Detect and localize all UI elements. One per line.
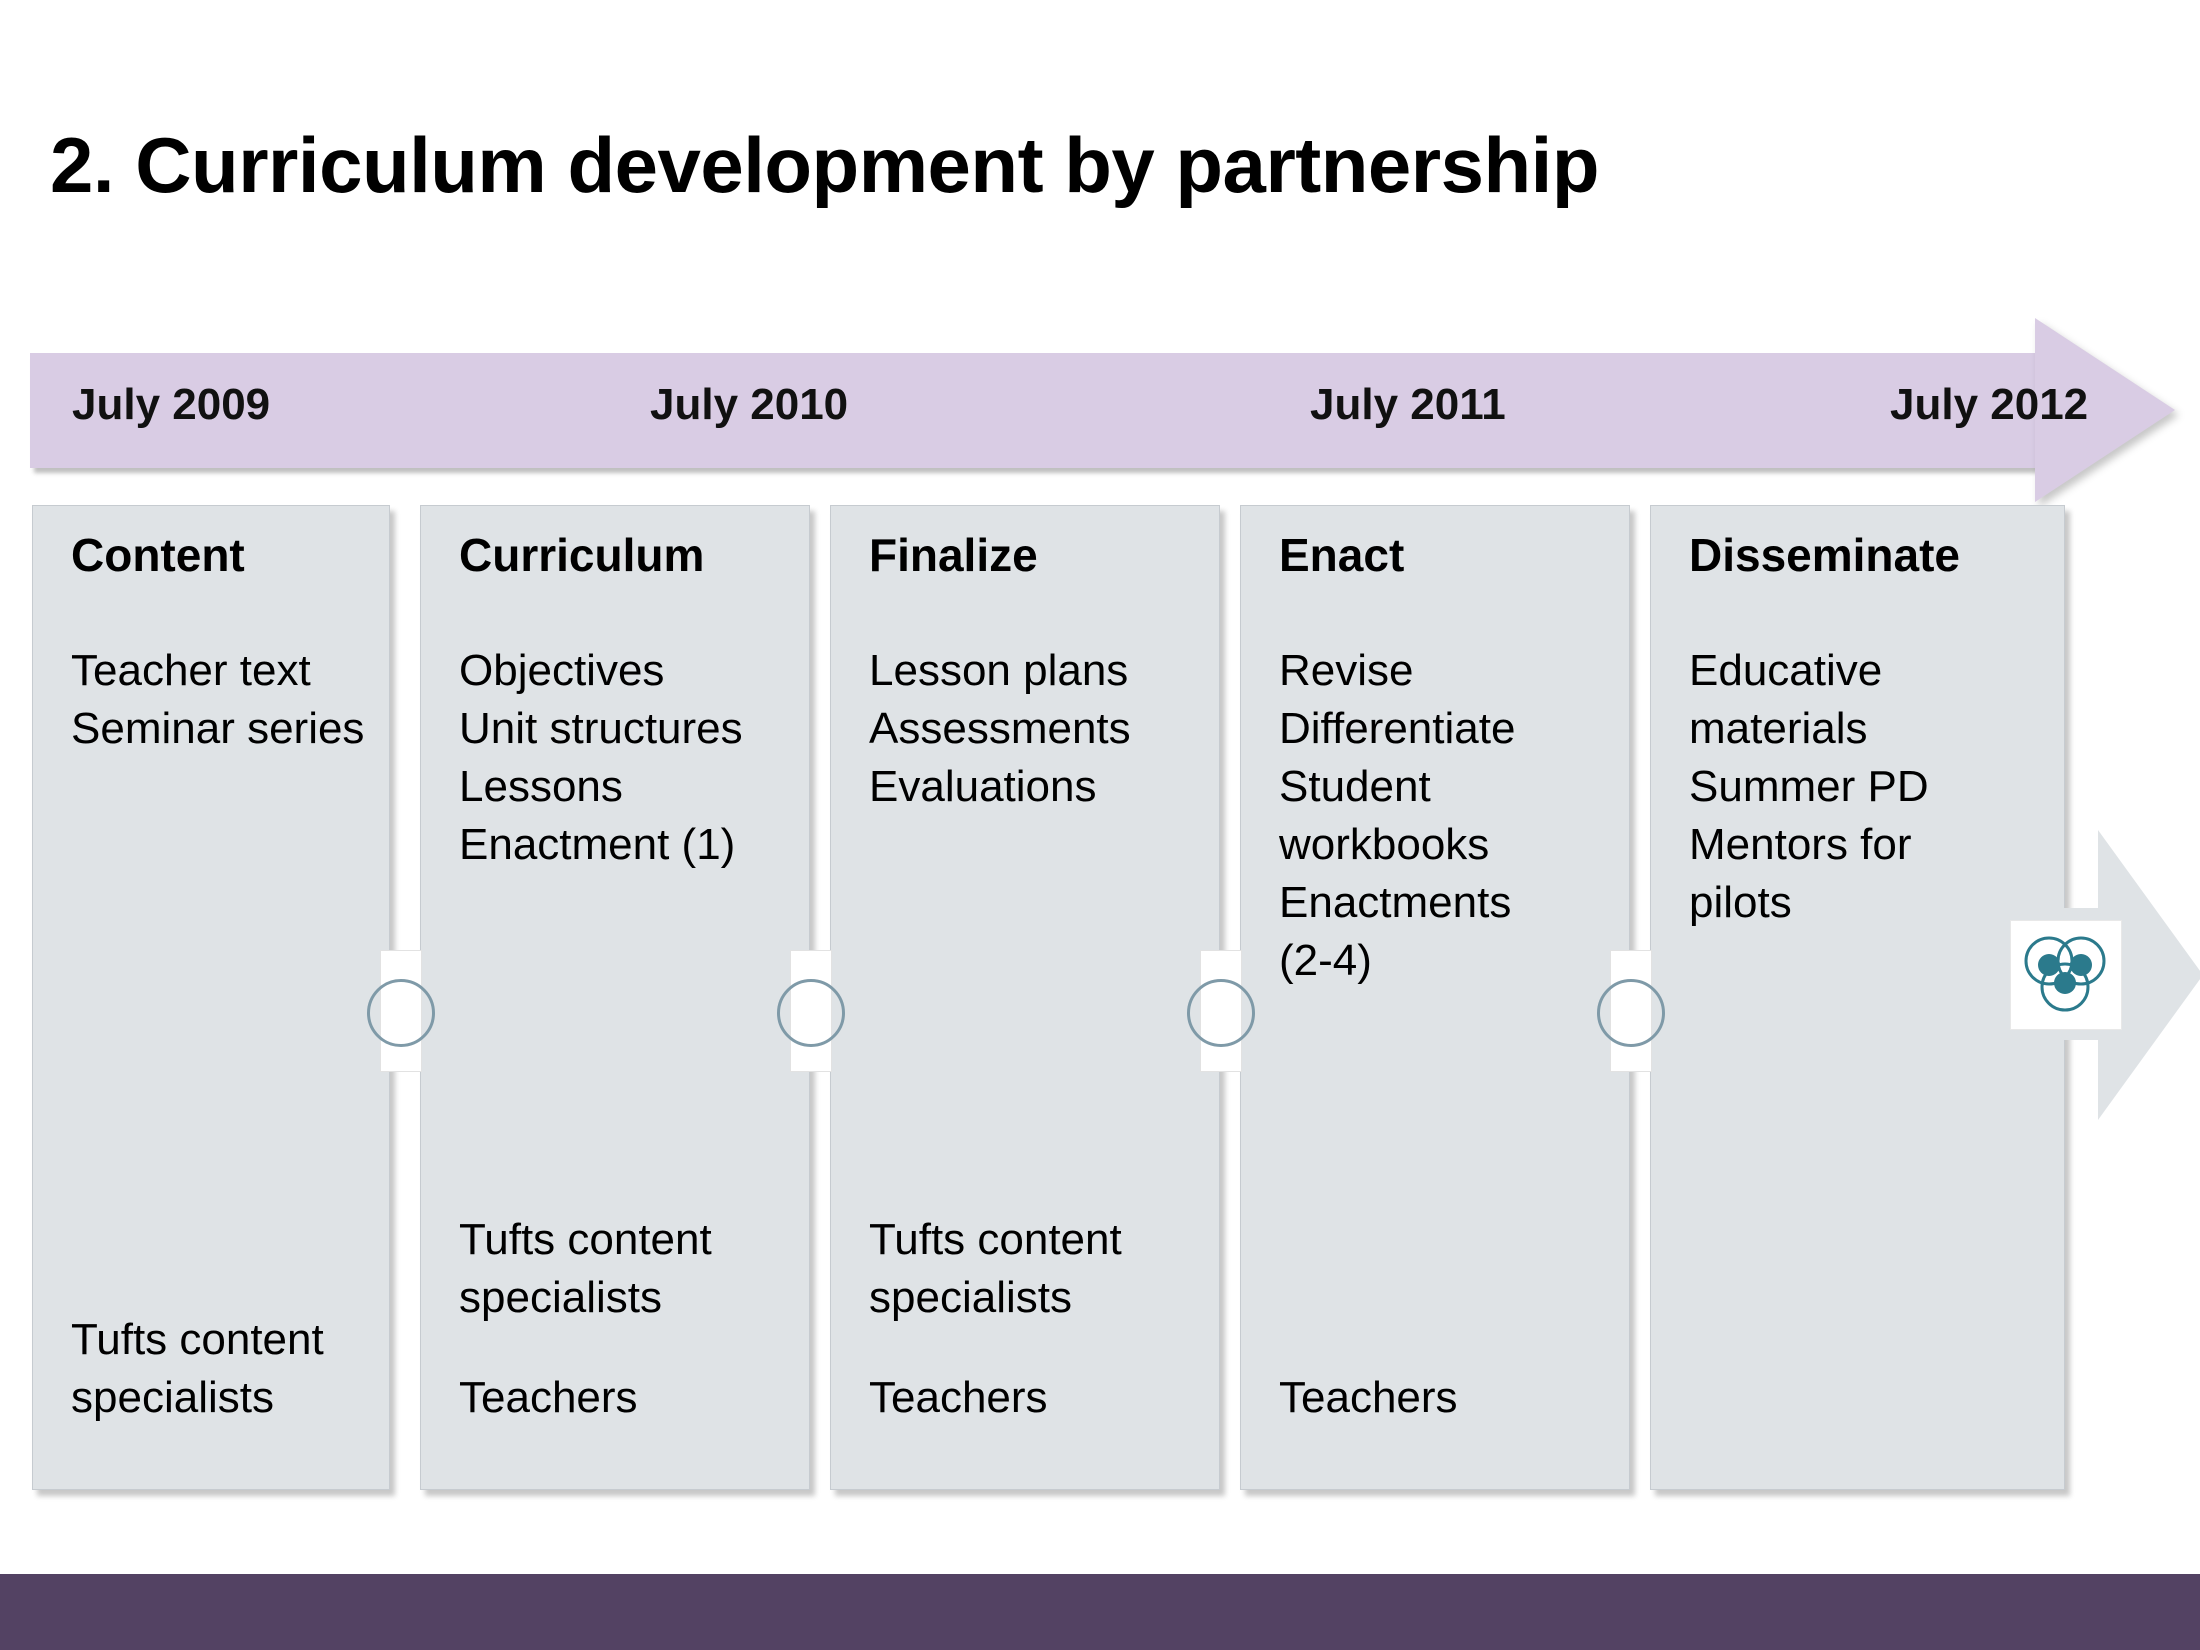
timeline-label-2012: July 2012 [1890, 380, 2089, 429]
list-item: Evaluations [869, 762, 1097, 812]
list-item: Student [1279, 762, 1431, 812]
list-item: Revise [1279, 646, 1414, 695]
list-item: workbooks [1279, 820, 1490, 870]
timeline-label-2010: July 2010 [650, 380, 849, 429]
list-item: Teachers [459, 1372, 638, 1422]
timeline-label-2009: July 2009 [72, 380, 271, 429]
timeline-label-2011: July 2011 [1310, 380, 1506, 429]
list-item: Lesson plans [869, 646, 1129, 695]
circles-icon [777, 979, 845, 1047]
phase-actors [1279, 1369, 1458, 1427]
list-item: Differentiate [1279, 704, 1516, 754]
phase-boxes [0, 505, 2200, 1495]
phase-card-content [32, 505, 390, 1490]
phase-items [1689, 642, 2046, 932]
phase-actors [869, 1211, 1122, 1427]
phase-title: Enact [1279, 529, 1405, 581]
phase-card-finalize [830, 505, 1220, 1490]
timeline-arrow [30, 318, 2180, 513]
phase-items [71, 642, 371, 758]
phase-actors [459, 1211, 712, 1427]
list-item: materials [1689, 704, 1868, 754]
list-item: Objectives [459, 646, 665, 695]
phase-connector [1610, 950, 1652, 1072]
list-item: Teachers [1279, 1372, 1458, 1422]
phase-connector [790, 950, 832, 1072]
list-item: Educative [1689, 646, 1883, 695]
phase-connector [380, 950, 422, 1072]
list-item: Tufts content [459, 1214, 712, 1264]
list-item: (2-4) [1279, 936, 1372, 986]
spacer [869, 1327, 1122, 1369]
list-item: Summer PD [1689, 762, 1929, 812]
circles-icon [1597, 979, 1665, 1047]
phase-card-disseminate [1650, 505, 2065, 1490]
phase-title: Finalize [869, 529, 1038, 581]
list-item: Enactments [1279, 878, 1512, 928]
list-item: Lessons [459, 762, 623, 812]
list-item: Enactment (1) [459, 820, 736, 870]
list-item: specialists [459, 1272, 662, 1322]
interlocking-circles-logo-icon [2011, 921, 2119, 1027]
phase-connector [1200, 950, 1242, 1072]
list-item: Mentors for [1689, 820, 1912, 870]
phase-title: Content [71, 529, 245, 581]
timeline-band [30, 353, 2040, 468]
spacer [459, 1327, 712, 1369]
phase-items [459, 642, 791, 874]
page-title: 2. Curriculum development by partnership [50, 121, 1599, 209]
list-item: Assessments [869, 704, 1131, 754]
list-item: Tufts content [71, 1314, 324, 1364]
list-item: pilots [1689, 878, 1792, 928]
footer-band [0, 1574, 2200, 1650]
list-item: Unit structures [459, 704, 743, 754]
phase-card-curriculum [420, 505, 810, 1490]
list-item: Seminar series [71, 704, 365, 754]
list-item: Tufts content [869, 1214, 1122, 1264]
phase-actors [71, 1311, 324, 1427]
circles-icon [1187, 979, 1255, 1047]
circles-icon [367, 979, 435, 1047]
phase-items [1279, 642, 1611, 990]
list-item: Teachers [869, 1372, 1048, 1422]
phase-card-enact [1240, 505, 1630, 1490]
list-item: Teacher text [71, 646, 311, 695]
logo-badge [2010, 920, 2122, 1030]
phase-title: Curriculum [459, 529, 705, 581]
phase-title: Disseminate [1689, 529, 1961, 581]
list-item: specialists [869, 1272, 1072, 1322]
phase-items [869, 642, 1201, 816]
list-item: specialists [71, 1372, 274, 1422]
